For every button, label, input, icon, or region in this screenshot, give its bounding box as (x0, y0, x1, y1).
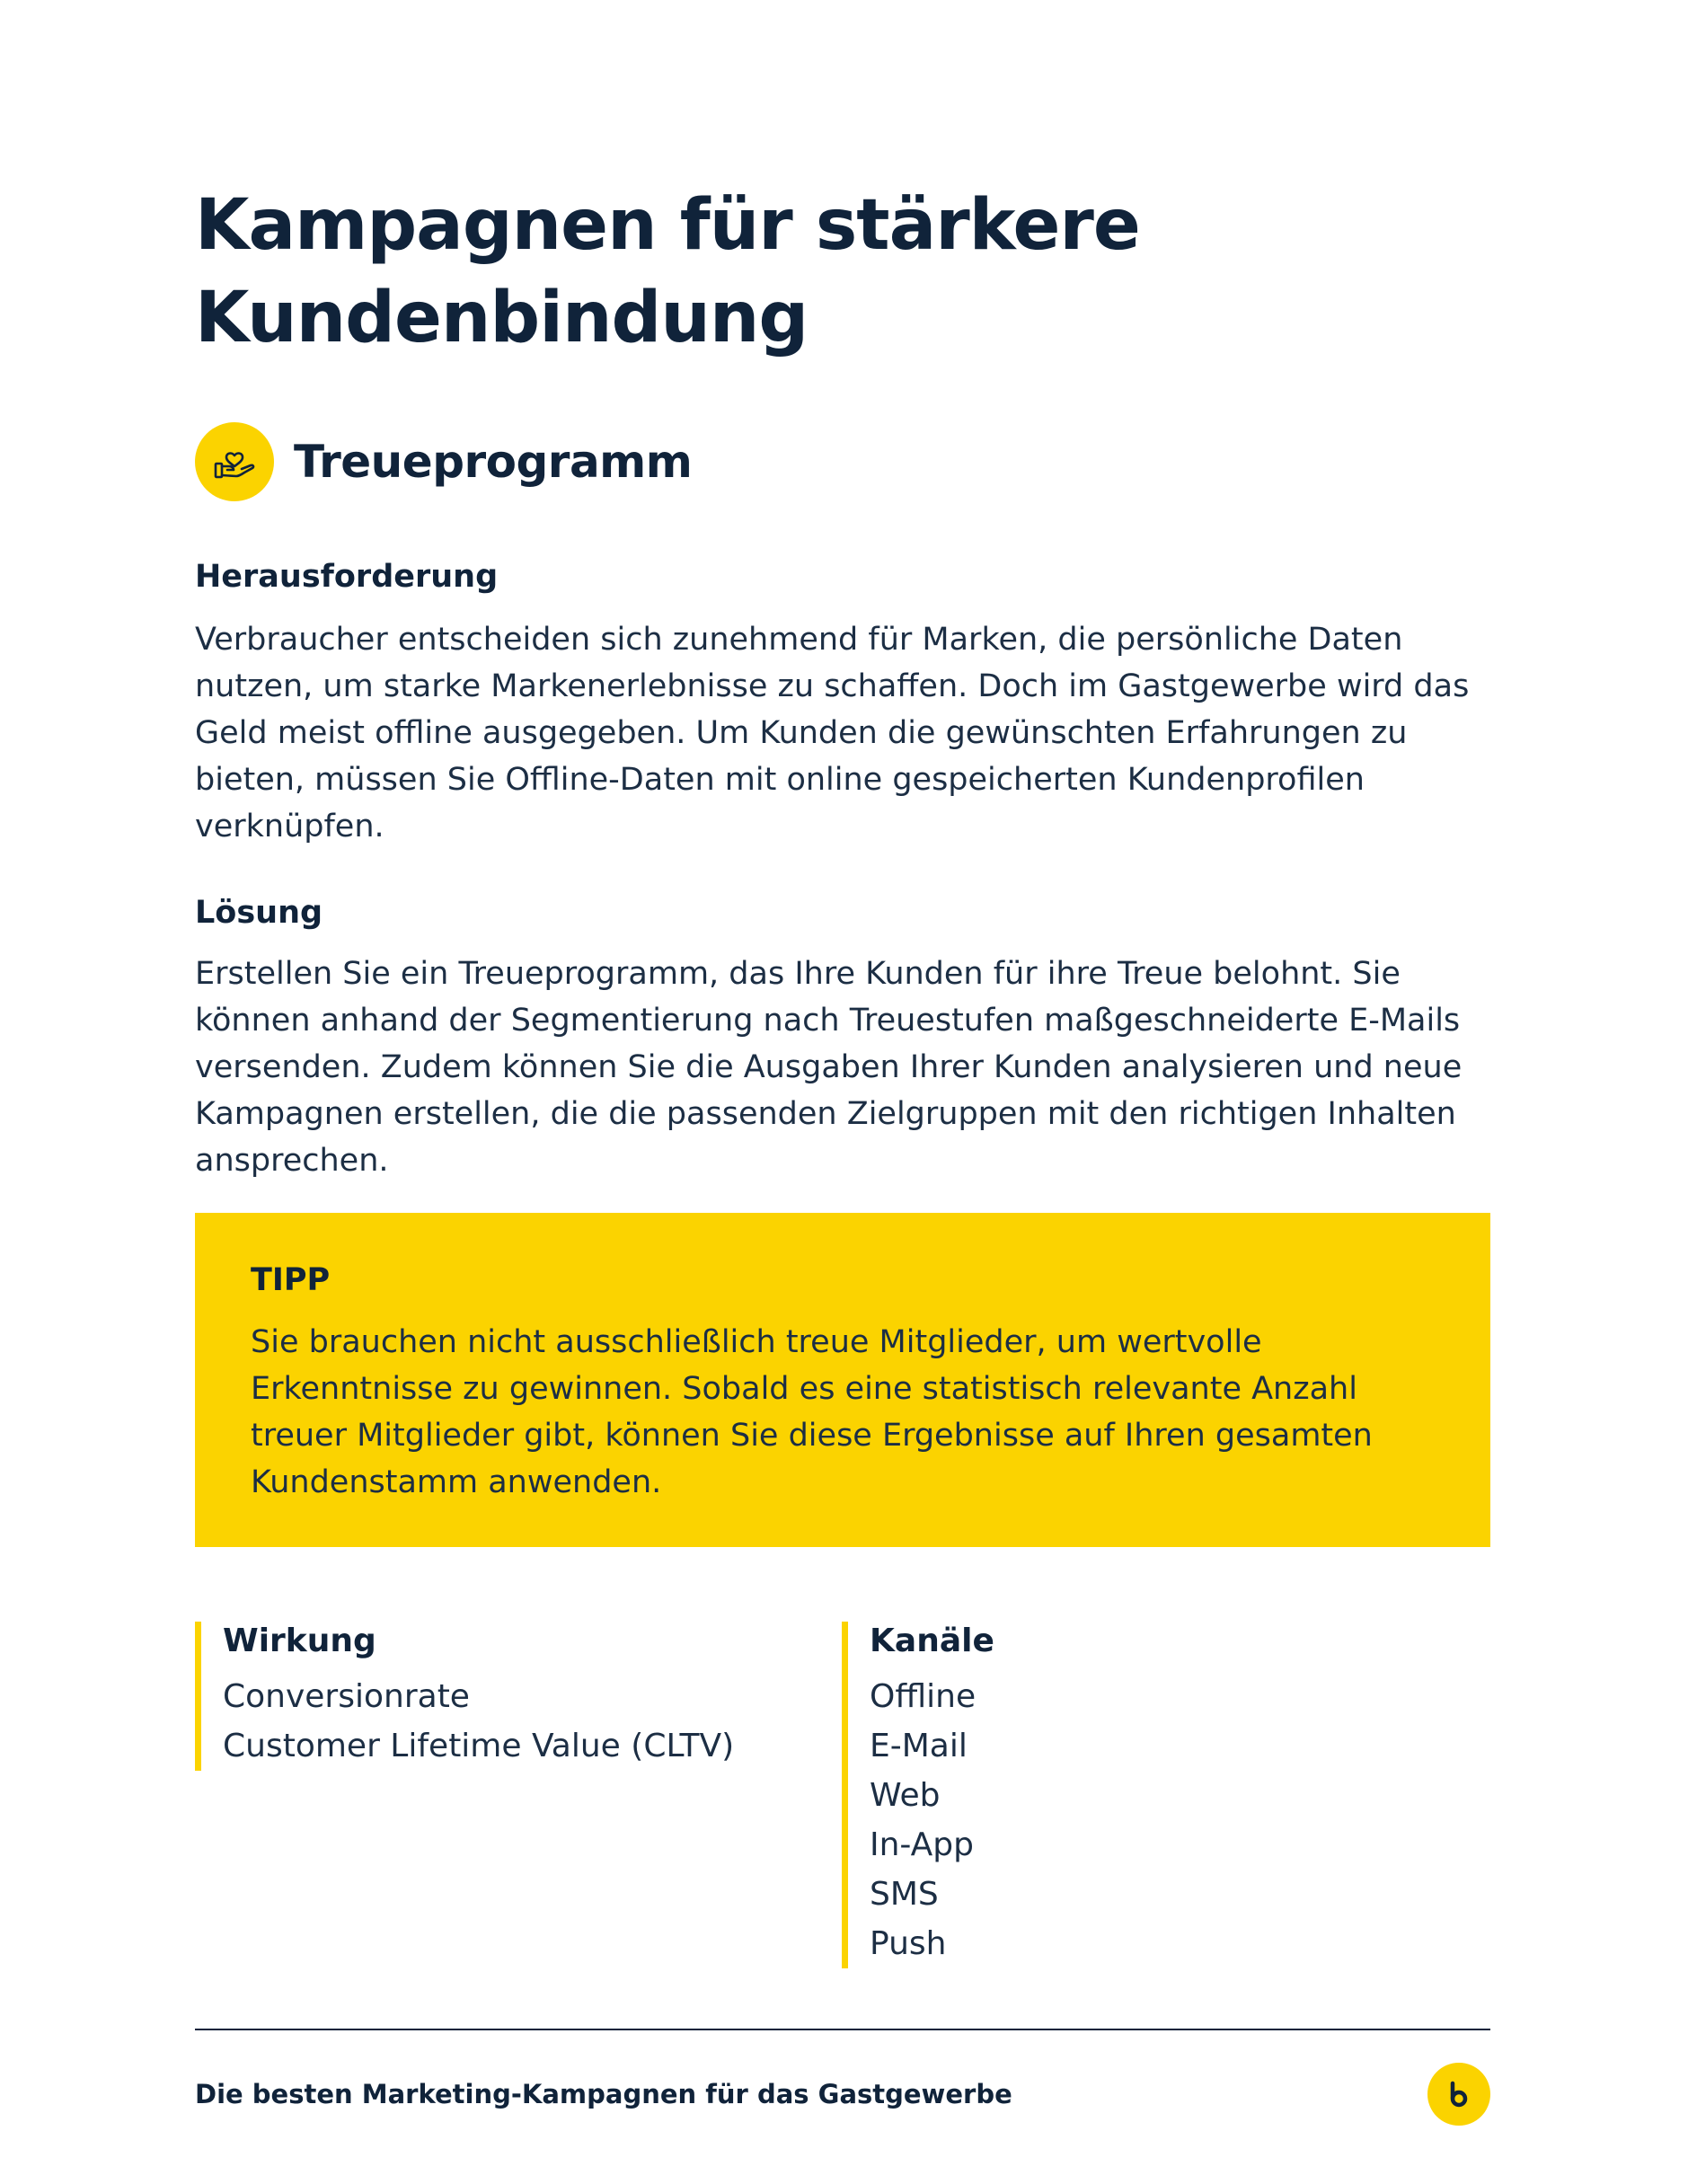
page-title-line-2: Kundenbindung (195, 278, 809, 358)
channel-item: SMS (870, 1876, 939, 1913)
impact-column (195, 1622, 807, 1771)
impact-item: Conversionrate (223, 1678, 470, 1715)
tip-box (195, 1213, 1490, 1547)
tip-heading: TIPP (251, 1262, 331, 1298)
channel-item: E-Mail (870, 1728, 968, 1764)
channel-item: Push (870, 1925, 947, 1962)
section-title: Treueprogramm (294, 436, 693, 488)
channel-item: Offline (870, 1678, 977, 1715)
brand-logo-icon (1427, 2063, 1490, 2126)
page-title (195, 180, 1498, 365)
tip-text: Sie brauchen nicht ausschließlich treue Mitglieder, um wertvolle Erkenntnisse zu gewinnen. Sobald es eine statistisch relevante Anzahl treuer Mitglieder gibt, können Sie diese Ergebnisse auf Ihren gesamten Kundenstamm anwenden. (251, 1324, 1373, 1500)
impact-heading: Wirkung (223, 1623, 376, 1659)
challenge-heading: Herausforderung (195, 559, 499, 595)
section-header (195, 422, 692, 501)
impact-item: Customer Lifetime Value (CLTV) (223, 1728, 735, 1764)
footer-divider (195, 2029, 1490, 2030)
channels-heading: Kanäle (870, 1623, 994, 1659)
solution-text: Erstellen Sie ein Treueprogramm, das Ihre Kunden für ihre Treue belohnt. Sie können anhand der Segmentierung nach Treuestufen maßgeschneiderte E-Mails versenden. Zudem können Sie die Ausgaben Ihrer Kunden analysieren und neue Kampagnen erstellen, die die passenden Zielgruppen mit den richtigen Inhalten ansprechen. (195, 956, 1463, 1179)
channels-column (842, 1622, 1409, 1968)
channel-item: In-App (870, 1826, 974, 1863)
challenge-text: Verbraucher entscheiden sich zunehmend für Marken, die persönliche Daten nutzen, um starke Markenerlebnisse zu schaffen. Doch im Gastgewerbe wird das Geld meist offline ausgegeben. Um Kunden die gewünschten Erfahrungen zu bieten, müssen Sie Offline-Daten mit online gespeicherten Kundenprofilen verknüpfen. (195, 622, 1470, 844)
channel-item: Web (870, 1777, 941, 1814)
impact-list (223, 1672, 807, 1771)
footer-text: Die besten Marketing-Kampagnen für das Gastgewerbe (195, 2079, 1012, 2109)
hand-heart-icon (195, 422, 274, 501)
page-title-line-1: Kampagnen für stärkere (195, 185, 1140, 266)
channels-list (870, 1672, 1409, 1968)
solution-heading: Lösung (195, 895, 323, 931)
